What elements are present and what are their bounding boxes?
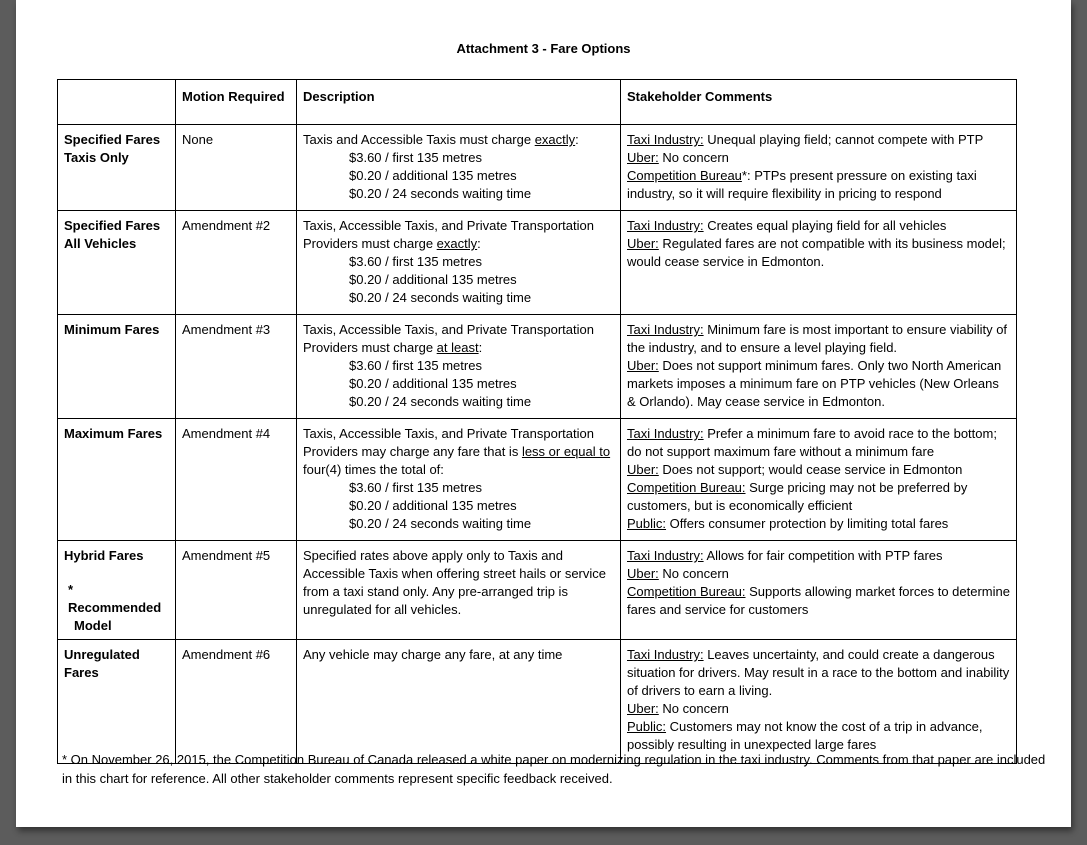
comment: Uber: Regulated fares are not compatible with its business model; would cease service in Edmonton. — [627, 236, 1006, 269]
table-row — [58, 315, 1017, 419]
motion-cell: Amendment #6 — [176, 640, 297, 764]
description-text: Any vehicle may charge any fare, at any time — [303, 647, 563, 662]
comments-cell — [621, 125, 1017, 211]
rate-line: $0.20 / 24 seconds waiting time — [349, 186, 532, 201]
table-row — [58, 419, 1017, 541]
comment: Uber: No concern — [627, 566, 729, 581]
description-cell — [297, 419, 621, 541]
option-name: Unregulated — [64, 647, 140, 662]
description-text: Taxis, Accessible Taxis, and Private Transportation Providers may charge any fare that is less or equal to four(4) times the total of: — [303, 426, 611, 477]
stakeholder-name: Taxi Industry: — [627, 647, 704, 662]
comment: Uber: Does not support; would cease service in Edmonton — [627, 462, 963, 477]
stakeholder-name: Taxi Industry: — [627, 132, 704, 147]
comment: Uber: Does not support minimum fares. Only two North American markets imposes a minimum fare on PTP vehicles (New Orleans & Orlando). May cease service in Edmonton. — [627, 358, 1002, 409]
table-row — [58, 640, 1017, 764]
description-emphasis: exactly — [534, 132, 576, 147]
comment: Uber: No concern — [627, 150, 729, 165]
description-cell — [297, 211, 621, 315]
comment: Public: Offers consumer protection by limiting total fares — [627, 516, 949, 531]
rate-line: $0.20 / additional 135 metres — [349, 272, 517, 287]
option-name: Maximum Fares — [64, 426, 163, 441]
option-cell — [58, 419, 176, 541]
option-name: All Vehicles — [64, 236, 137, 251]
stakeholder-name: Public: — [627, 719, 667, 734]
description-text: Taxis, Accessible Taxis, and Private Transportation Providers must charge exactly: — [303, 218, 594, 251]
comment: Taxi Industry: Prefer a minimum fare to avoid race to the bottom; do not support maximum fare without a minimum fare — [627, 426, 997, 459]
footnote: * On November 26, 2015, the Competition Bureau of Canada released a white paper on modernizing regulation in the taxi industry. Comments from that paper are included in this chart for reference. All other stakeholder comments represent specific feedback received. — [62, 752, 1046, 786]
table-header-row — [58, 80, 1017, 125]
description-cell — [297, 315, 621, 419]
rate-line: $0.20 / additional 135 metres — [349, 168, 517, 183]
description-text: Specified rates above apply only to Taxis and Accessible Taxis when offering street hails or service from a taxi stand only. Any pre-arranged trip is unregulated for all vehicles. — [303, 548, 606, 617]
stakeholder-name: Uber: — [627, 236, 659, 251]
stakeholder-name: Taxi Industry: — [627, 548, 704, 563]
comment: Taxi Industry: Leaves uncertainty, and could create a dangerous situation for drivers. May result in a race to the bottom and inability of drivers to earn a living. — [627, 647, 1010, 698]
rate-line: $0.20 / 24 seconds waiting time — [349, 394, 532, 409]
motion-cell: Amendment #2 — [176, 211, 297, 315]
comment: Competition Bureau: Supports allowing market forces to determine fares and service for customers — [627, 584, 1010, 617]
recommended-label: Model — [74, 618, 112, 633]
description-text: Taxis, Accessible Taxis, and Private Transportation Providers must charge at least: — [303, 322, 594, 355]
header-motion-required: Motion Required — [176, 80, 297, 125]
option-name: Specified Fares — [64, 132, 161, 147]
table-row — [58, 541, 1017, 640]
option-name: Taxis Only — [64, 150, 129, 165]
description-emphasis: exactly — [436, 236, 478, 251]
stakeholder-name: Competition Bureau: — [627, 584, 746, 599]
stakeholder-name: Uber: — [627, 358, 659, 373]
description-text: Taxis and Accessible Taxis must charge exactly: — [303, 132, 579, 147]
stakeholder-name: Competition Bureau — [627, 168, 742, 183]
comment: Uber: No concern — [627, 701, 729, 716]
rate-line: $3.60 / first 135 metres — [349, 358, 482, 373]
rate-line: $3.60 / first 135 metres — [349, 150, 482, 165]
stakeholder-name: Uber: — [627, 701, 659, 716]
motion-cell: None — [176, 125, 297, 211]
header-stakeholder-comments: Stakeholder Comments — [621, 80, 1017, 125]
header-option — [58, 80, 176, 125]
motion-cell: Amendment #3 — [176, 315, 297, 419]
rate-line: $3.60 / first 135 metres — [349, 480, 482, 495]
option-cell — [58, 315, 176, 419]
table-row — [58, 211, 1017, 315]
header-description: Description — [297, 80, 621, 125]
rate-line: $0.20 / additional 135 metres — [349, 498, 517, 513]
stakeholder-name: Taxi Industry: — [627, 426, 704, 441]
comments-cell — [621, 211, 1017, 315]
option-name: Hybrid Fares — [64, 548, 144, 563]
table-row — [58, 125, 1017, 211]
stakeholder-name: Public: — [627, 516, 667, 531]
option-cell — [58, 541, 176, 640]
stakeholder-name: Taxi Industry: — [627, 322, 704, 337]
description-emphasis: at least — [436, 340, 479, 355]
option-name: Fares — [64, 665, 99, 680]
document-title: Attachment 3 - Fare Options — [456, 41, 631, 56]
stakeholder-name: Uber: — [627, 462, 659, 477]
document-page — [16, 0, 1071, 827]
rate-line: $0.20 / 24 seconds waiting time — [349, 290, 532, 305]
option-cell — [58, 640, 176, 764]
stakeholder-name: Taxi Industry: — [627, 218, 704, 233]
rate-line: $0.20 / additional 135 metres — [349, 376, 517, 391]
comment: Competition Bureau: Surge pricing may not be preferred by customers, but is economically efficient — [627, 480, 968, 513]
fare-options-table — [57, 79, 1017, 764]
motion-cell: Amendment #4 — [176, 419, 297, 541]
option-cell — [58, 211, 176, 315]
description-cell — [297, 541, 621, 640]
description-cell — [297, 125, 621, 211]
rate-line: $0.20 / 24 seconds waiting time — [349, 516, 532, 531]
stakeholder-name: Uber: — [627, 566, 659, 581]
option-cell — [58, 125, 176, 211]
comment: Public: Customers may not know the cost of a trip in advance, possibly resulting in unexpected large fares — [627, 719, 983, 752]
stakeholder-name: Competition Bureau: — [627, 480, 746, 495]
option-name: Specified Fares — [64, 218, 161, 233]
comment: Taxi Industry: Minimum fare is most important to ensure viability of the industry, and to ensure a level playing field. — [627, 322, 1008, 355]
comment: Competition Bureau*: PTPs present pressure on existing taxi industry, so it will require flexibility in pricing to respond — [627, 168, 977, 201]
option-name: Minimum Fares — [64, 322, 160, 337]
comments-cell — [621, 315, 1017, 419]
rate-line: $3.60 / first 135 metres — [349, 254, 482, 269]
comments-cell — [621, 541, 1017, 640]
comment: Taxi Industry: Unequal playing field; cannot compete with PTP — [627, 132, 984, 147]
description-emphasis: less or equal to — [521, 444, 611, 459]
spacer — [64, 565, 169, 581]
comments-cell — [621, 419, 1017, 541]
recommended-label: * Recommended — [68, 582, 162, 615]
comments-cell — [621, 640, 1017, 764]
comment: Taxi Industry: Creates equal playing field for all vehicles — [627, 218, 947, 233]
comment: Taxi Industry: Allows for fair competition with PTP fares — [627, 548, 943, 563]
motion-cell: Amendment #5 — [176, 541, 297, 640]
description-cell — [297, 640, 621, 764]
stakeholder-name: Uber: — [627, 150, 659, 165]
